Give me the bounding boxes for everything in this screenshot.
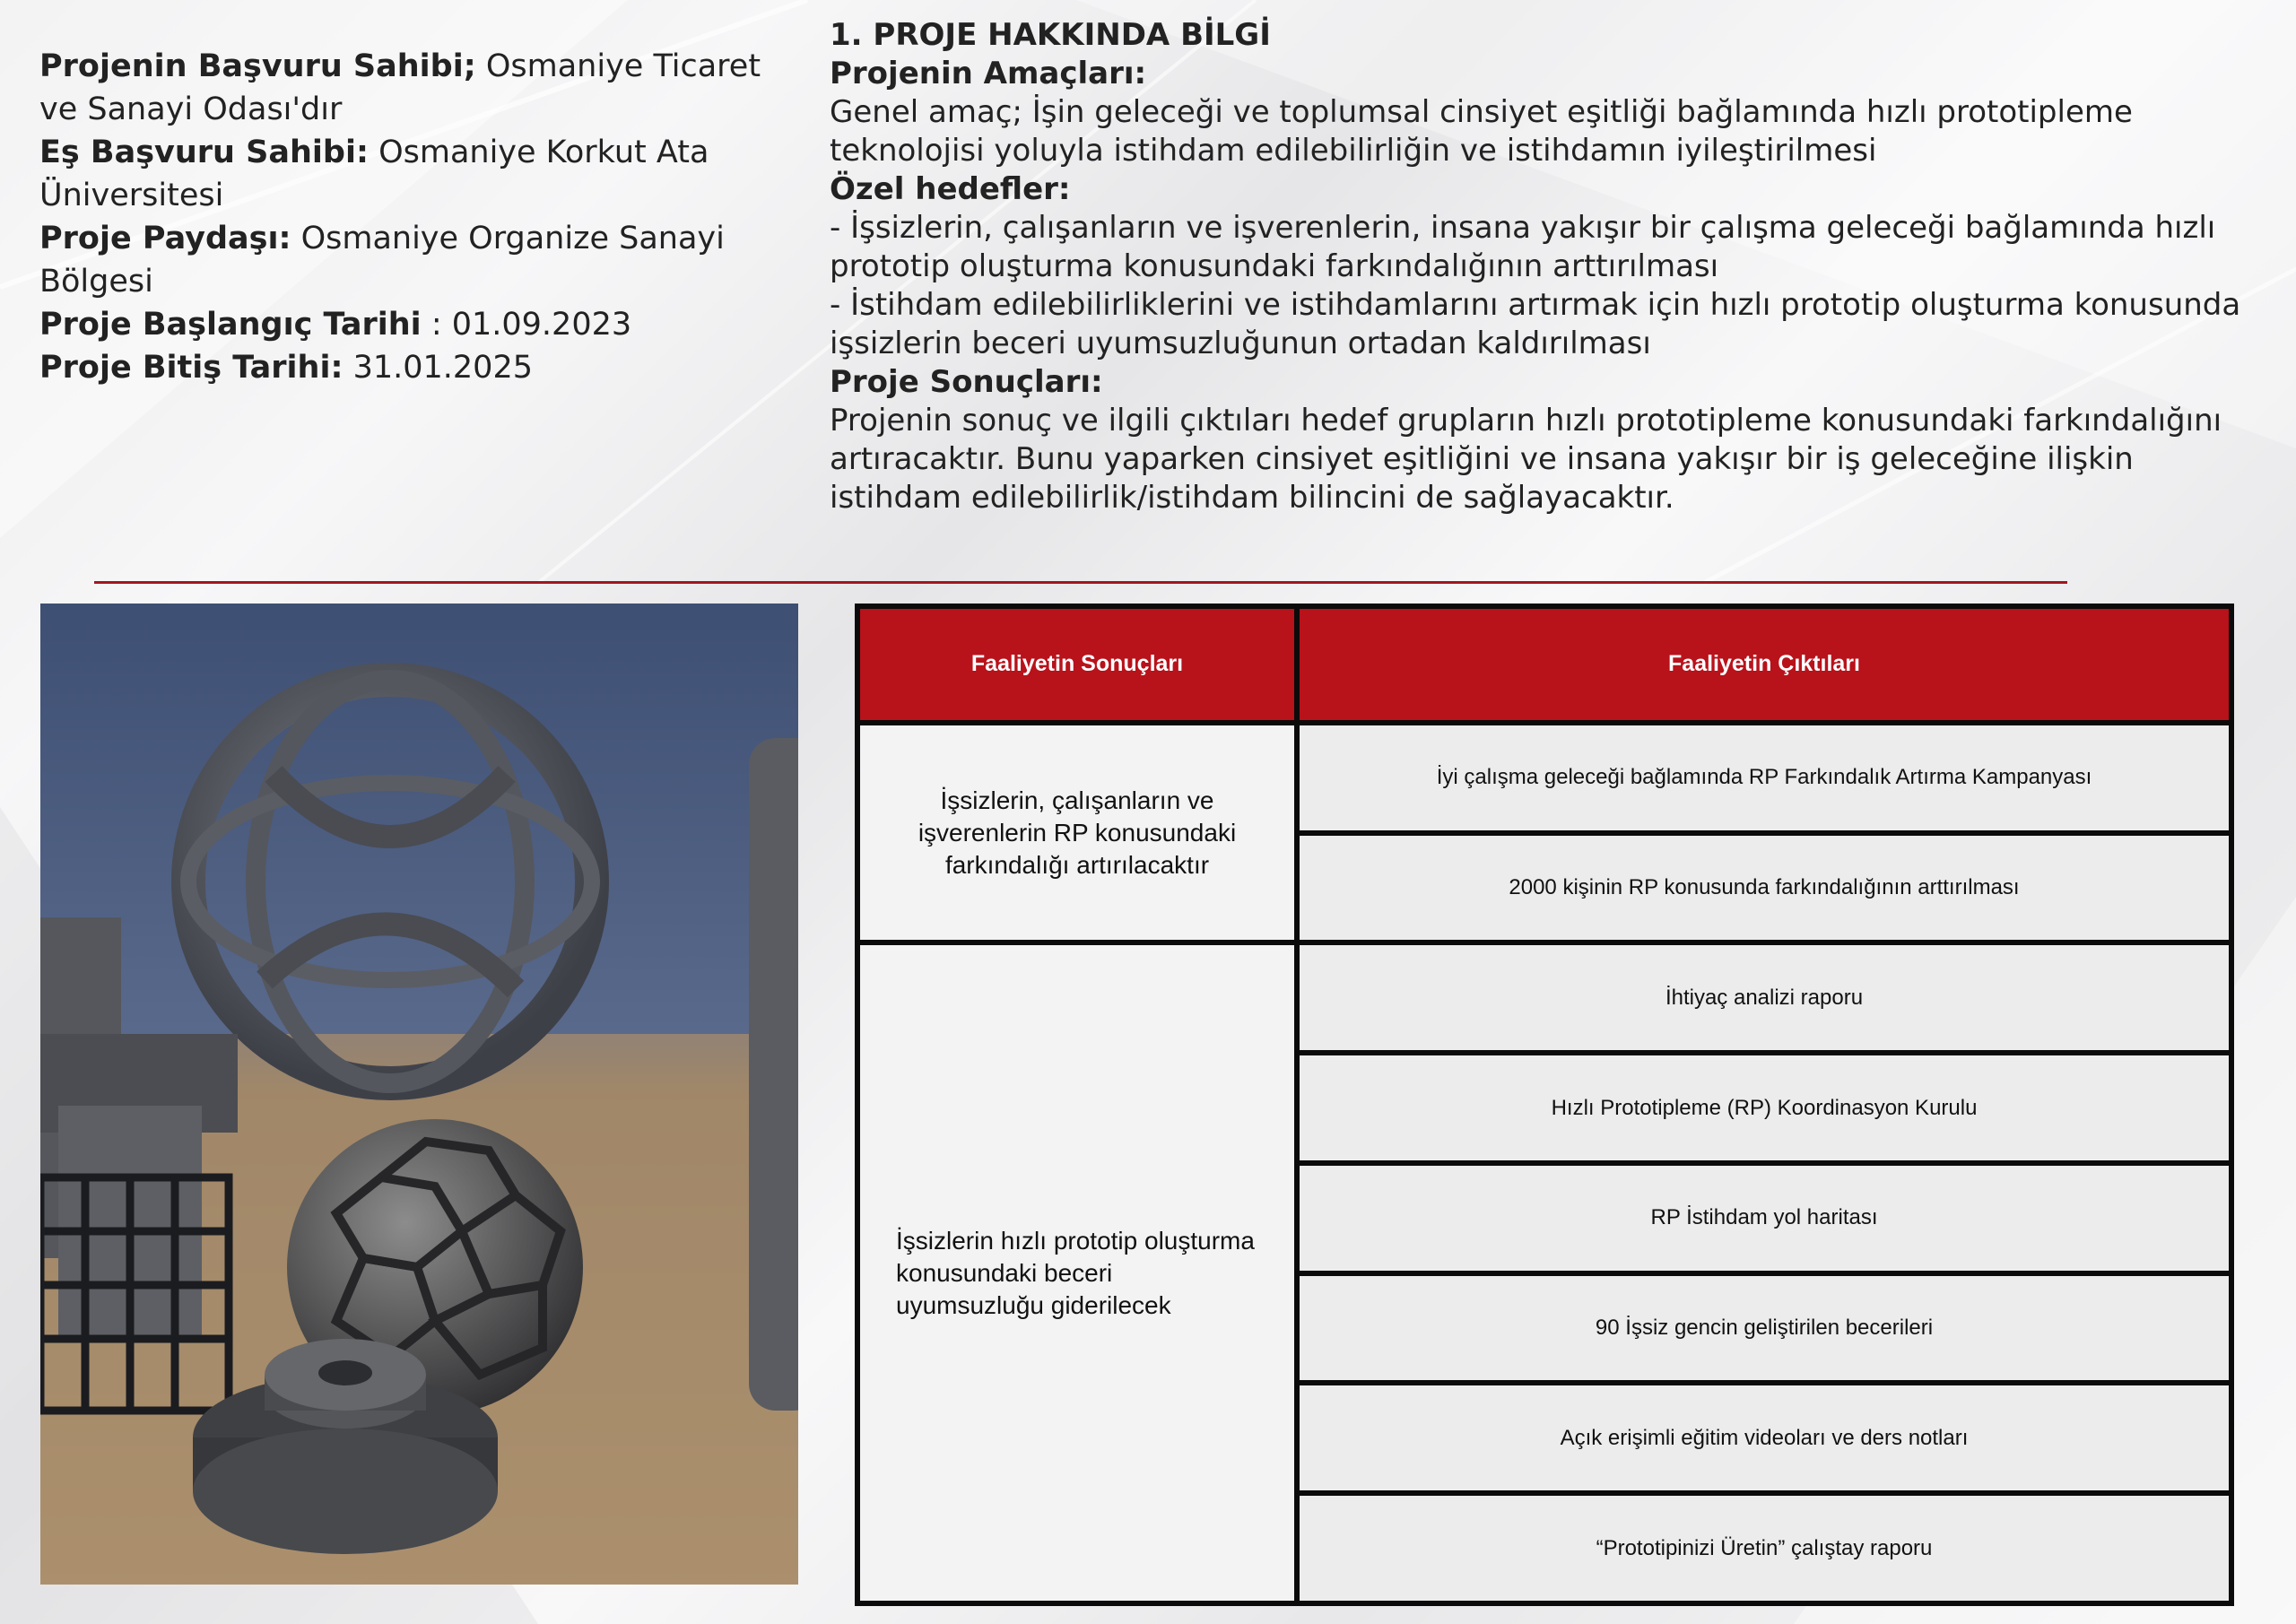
output-cell: 2000 kişinin RP konusunda farkındalığının arttırılması: [1297, 833, 2231, 943]
output-cell: İyi çalışma geleceği bağlamında RP Farkındalık Artırma Kampanyası: [1297, 723, 2231, 833]
3d-printed-parts-photo: [40, 604, 798, 1585]
applicant-value: Osmaniye Ticaret ve Sanayi Odası'dır: [39, 48, 761, 127]
output-cell: İhtiyaç analizi raporu: [1297, 942, 2231, 1053]
co-applicant-value: Osmaniye Korkut Ata Üniversitesi: [39, 135, 709, 213]
output-cell: Açık erişimli eğitim videoları ve ders notları: [1297, 1383, 2231, 1493]
objective-item: - İşsizlerin, çalışanların ve işverenlerin, insana yakışır bir çalışma geleceği bağlamında hızlı prototip oluşturma konusundaki farkındalığının arttırılması: [830, 210, 2216, 284]
table-row: [857, 942, 2231, 1053]
table-header-row: [857, 606, 2231, 723]
result-cell: İşsizlerin hızlı prototip oluşturma konusundaki beceri uyumsuzluğu giderilecek: [857, 942, 1297, 1603]
stakeholder-row: [39, 217, 784, 303]
project-about-block: [830, 16, 2256, 517]
table-row: [857, 723, 2231, 833]
aims-text: Genel amaç; İşin geleceği ve toplumsal cinsiyet eşitliği bağlamında hızlı prototipleme teknolojisi yoluyla istihdam edilebilirliğin ve istihdamın iyileştirilmesi: [830, 94, 2133, 169]
stakeholder-value: Osmaniye Organize Sanayi Bölgesi: [39, 221, 725, 300]
objective-item: - İstihdam edilebilirliklerini ve istihdamlarını artırmak için hızlı prototip oluşturma konusunda işsizlerin beceri uyumsuzluğunun ortadan kaldırılması: [830, 287, 2241, 361]
stakeholder-label: Proje Paydaşı:: [39, 221, 291, 256]
result-cell: İşsizlerin, çalışanların ve işverenlerin RP konusundaki farkındalığı artırılacaktır: [857, 723, 1297, 943]
results-text: Projenin sonuç ve ilgili çıktıları hedef grupların hızlı prototipleme konusundaki farkındalığını artıracaktır. Bunu yaparken cinsiyet eşitliğini ve insana yakışır bir iş geleceğine ilişkin istihdam edilebilirlik/istihdam bilincini de sağlayacaktır.: [830, 403, 2222, 516]
divider-line: [94, 581, 2067, 584]
end-date-row: [39, 346, 784, 389]
header-results: Faaliyetin Sonuçları: [857, 606, 1297, 723]
activity-results-table: [855, 604, 2234, 1606]
start-date-label: Proje Başlangıç Tarihi: [39, 307, 422, 343]
project-info-block: [39, 45, 784, 389]
applicant-row: [39, 45, 784, 131]
end-date-value: 31.01.2025: [343, 350, 533, 386]
output-cell: Hızlı Prototipleme (RP) Koordinasyon Kurulu: [1297, 1053, 2231, 1163]
objectives-heading: Özel hedefler:: [830, 171, 1071, 207]
end-date-label: Proje Bitiş Tarihi:: [39, 350, 344, 386]
start-date-value: : 01.09.2023: [421, 307, 632, 343]
results-heading: Proje Sonuçları:: [830, 364, 1103, 400]
co-applicant-label: Eş Başvuru Sahibi:: [39, 135, 369, 170]
aims-heading: Projenin Amaçları:: [830, 56, 1147, 91]
header-outputs: Faaliyetin Çıktıları: [1297, 606, 2231, 723]
section-title: 1. PROJE HAKKINDA BİLGİ: [830, 17, 1271, 53]
output-cell: RP İstihdam yol haritası: [1297, 1163, 2231, 1273]
applicant-label: Projenin Başvuru Sahibi;: [39, 48, 476, 84]
start-date-row: [39, 303, 784, 346]
output-cell: “Prototipinizi Üretin” çalıştay raporu: [1297, 1493, 2231, 1603]
co-applicant-row: [39, 131, 784, 217]
output-cell: 90 İşsiz gencin geliştirilen becerileri: [1297, 1273, 2231, 1384]
